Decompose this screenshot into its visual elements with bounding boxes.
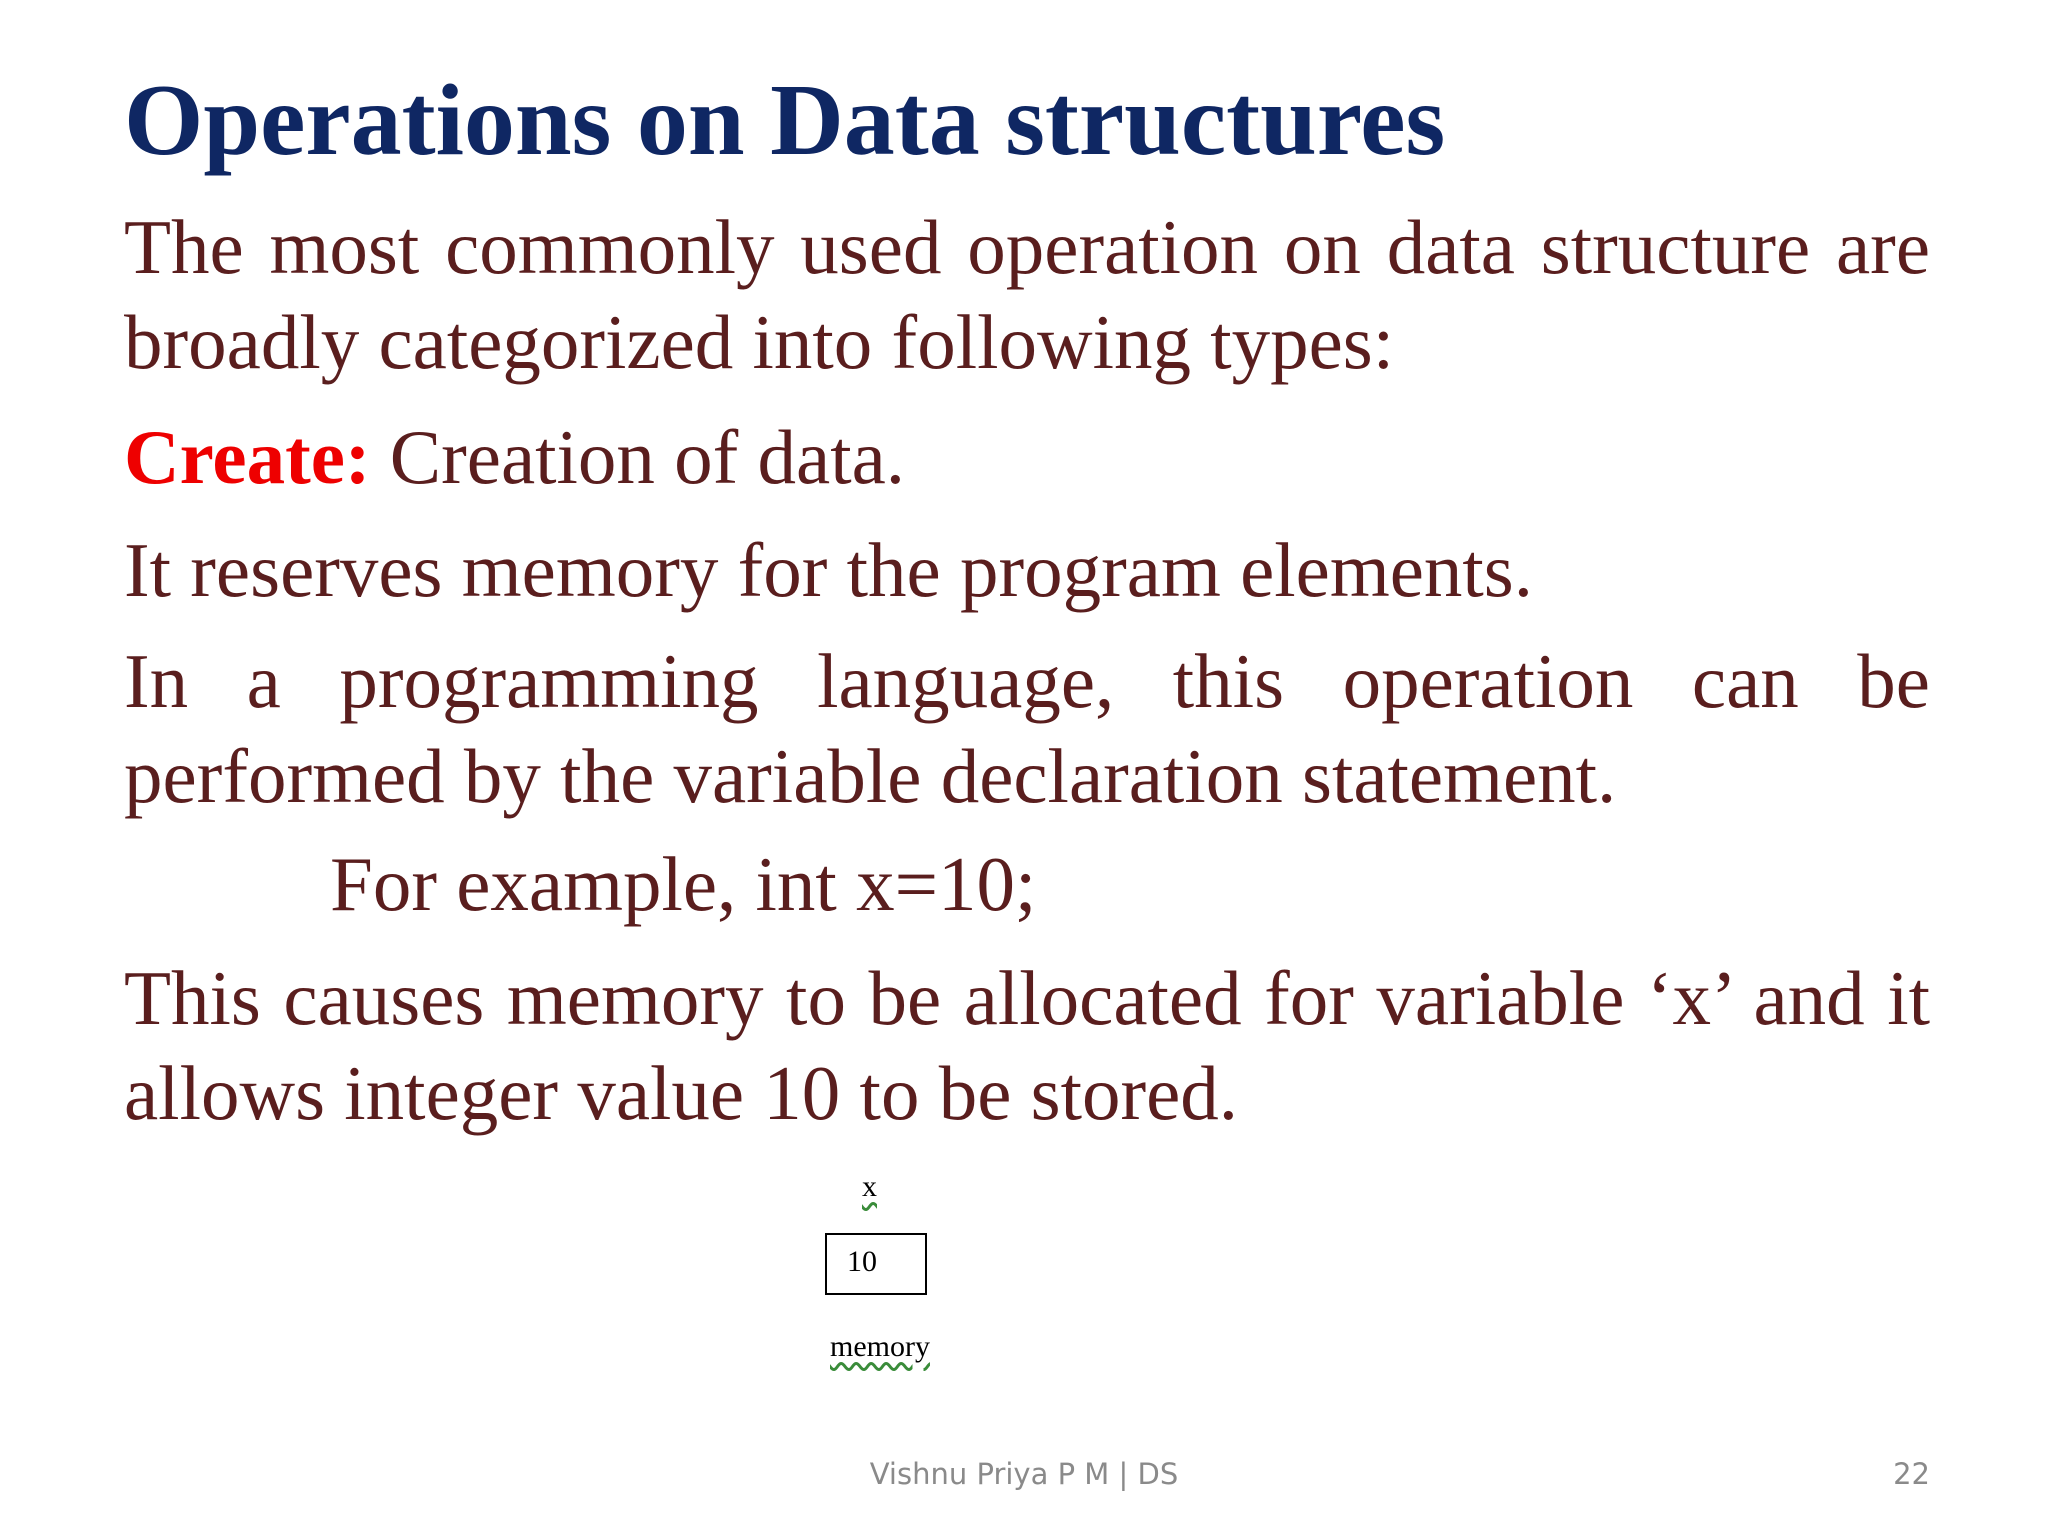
intro-paragraph: The most commonly used operation on data structure are broadly categorized into following types: (124, 204, 1930, 385)
create-paragraph (124, 410, 1930, 505)
diagram-variable-label: x (862, 1170, 877, 1203)
causes-paragraph: This causes memory to be allocated for variable ‘x’ and it allows integer value 10 to be stored. (124, 955, 1930, 1136)
footer-page-number: 22 (1893, 1457, 1930, 1491)
slide-title: Operations on Data structures (124, 64, 1446, 177)
footer-author: Vishnu Priya P M | DS (869, 1457, 1179, 1491)
memory-cell-box: 10 (825, 1233, 927, 1295)
create-text: Creation of data. (370, 414, 906, 500)
create-label: Create: (124, 414, 371, 500)
programming-paragraph: In a programming language, this operation can be performed by the variable declaration statement. (124, 638, 1930, 819)
reserves-paragraph: It reserves memory for the program elements. (124, 527, 1534, 613)
diagram-memory-caption: memory (830, 1330, 930, 1363)
example-line: For example, int x=10; (330, 841, 1037, 927)
